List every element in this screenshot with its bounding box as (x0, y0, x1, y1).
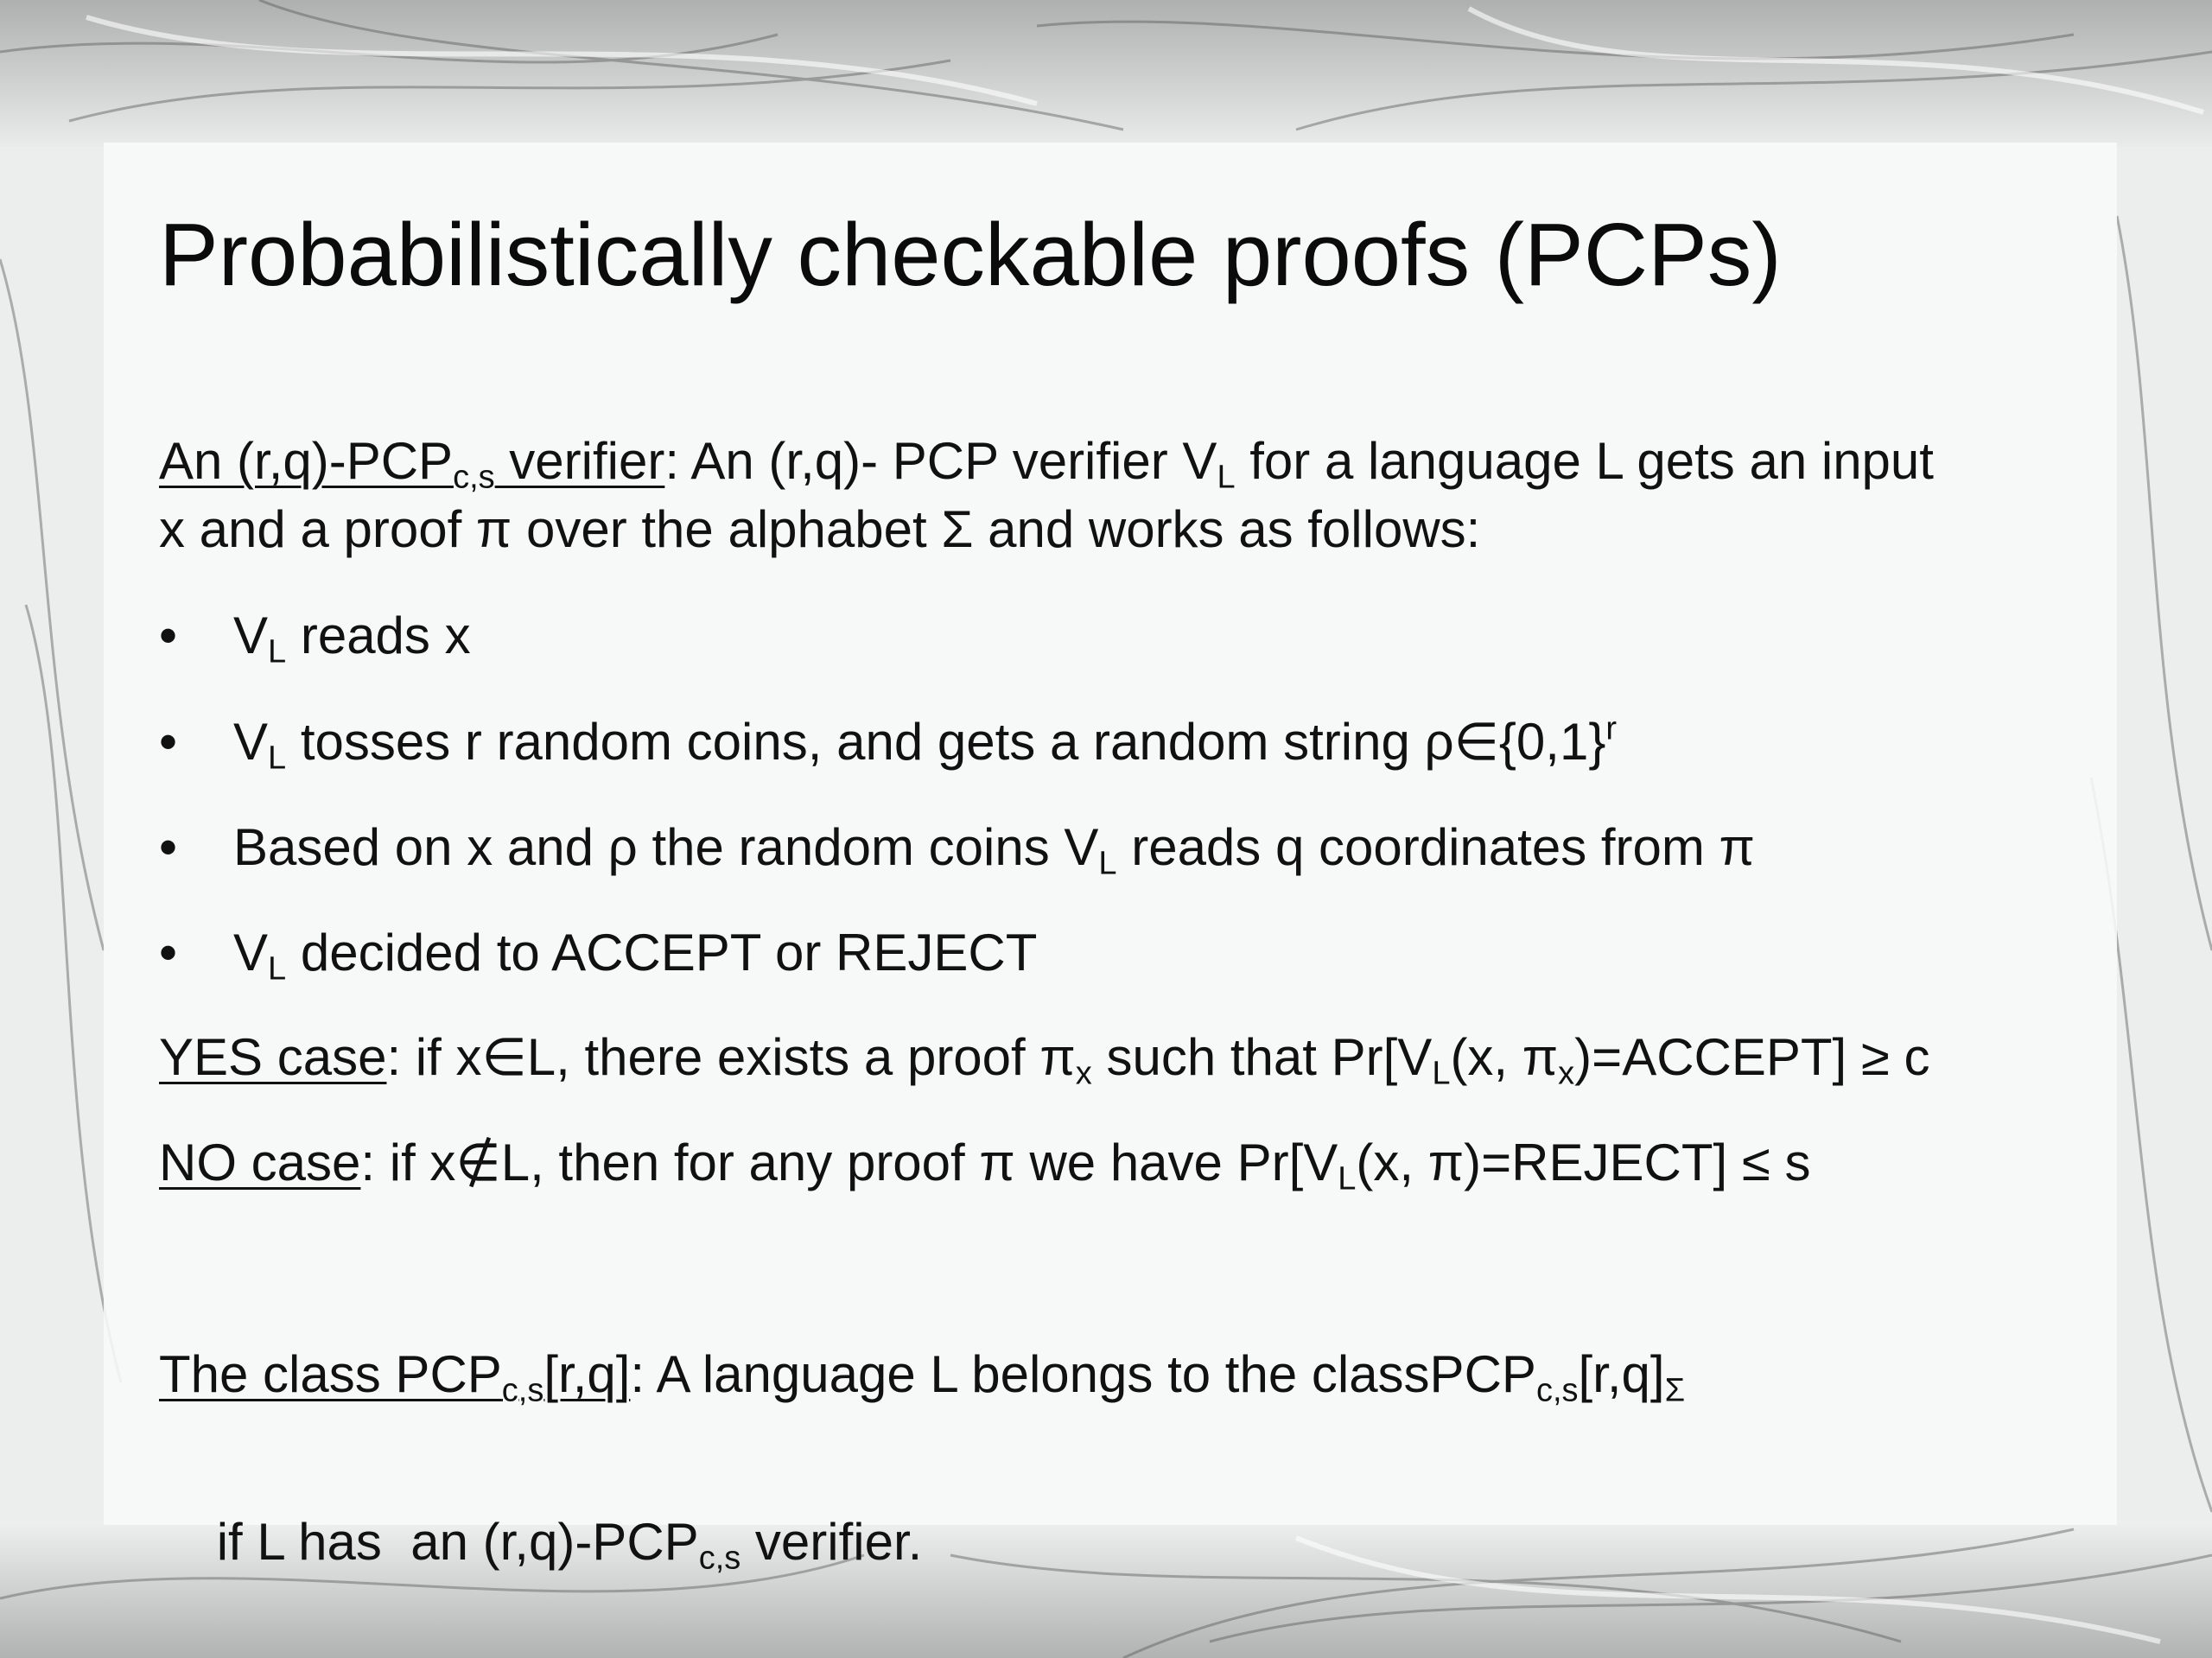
verifier-definition-line2: x and a proof π over the alphabet Σ and works as follows: (159, 500, 1481, 558)
class-text-b: [r,q] (1578, 1345, 1665, 1403)
class-line2-b: verifier. (741, 1513, 923, 1571)
yes-case-sub-L: L (1432, 1055, 1451, 1092)
verifier-term-post: verifier (494, 432, 665, 490)
class-text-a: : A language L belongs to the classPCP (630, 1345, 1536, 1403)
no-case-text-a: : if x∉L, then for any proof π we have Pr[V (360, 1134, 1338, 1191)
bullet-item (233, 922, 1038, 988)
yes-case-text-c: (x, π (1450, 1028, 1559, 1086)
verifier-sub-L: L (1217, 459, 1236, 496)
bullet-marker: • (159, 818, 178, 876)
class-sub-cs: c,s (1535, 1372, 1579, 1409)
verifier-definition-line1 (159, 430, 1934, 496)
bullet-text: reads x (286, 607, 471, 664)
class-definition-line1 (159, 1344, 1686, 1409)
no-case-text-b: (x, π)=REJECT] ≤ s (1356, 1134, 1811, 1191)
class-definition-line2 (159, 1449, 922, 1636)
class-sub-sigma: Σ (1664, 1372, 1686, 1409)
bullet-v: V (233, 607, 269, 664)
no-case-term: NO case (159, 1134, 361, 1191)
verifier-term-pre: An (r,q)-PCP (159, 432, 454, 490)
bullet-text: tosses r random coins, and gets a random string ρ∈{0,1} (286, 713, 1606, 771)
bullet-marker: • (159, 924, 178, 981)
bullet-sup: r (1605, 710, 1618, 747)
class-term-sub: c,s (501, 1372, 544, 1409)
bullet-marker: • (159, 713, 178, 771)
bullet-item (233, 816, 1755, 882)
slide-title: Probabilistically checkable proofs (PCPs) (159, 205, 1782, 304)
bullet-sub: L (268, 740, 287, 777)
bullet-v: V (233, 713, 269, 771)
bullet-pre: Based on x and ρ the random coins V (233, 818, 1099, 876)
bullet-v: V (233, 924, 269, 981)
yes-case-text-a: : if x∈L, there exists a proof π (386, 1028, 1076, 1086)
bullet-marker: • (159, 607, 178, 664)
yes-case-sub-x2: x (1558, 1055, 1575, 1092)
yes-case-line (159, 1026, 1930, 1092)
class-term-pre: The class PCP (159, 1345, 502, 1403)
bullet-sub: L (1098, 845, 1117, 882)
no-case-line (159, 1132, 1811, 1197)
yes-case-text-b: such that Pr[V (1091, 1028, 1433, 1086)
bullet-text: reads q coordinates from π (1116, 818, 1755, 876)
verifier-text-b: for a language L gets an input (1235, 432, 1934, 490)
verifier-term-sub: c,s (453, 459, 495, 496)
class-term (159, 1345, 631, 1409)
bullet-item (233, 710, 1618, 777)
yes-case-term: YES case (159, 1028, 387, 1086)
bullet-sub: L (268, 633, 287, 670)
no-case-sub-L: L (1338, 1160, 1357, 1197)
verifier-text-a: : An (r,q)- PCP verifier V (664, 432, 1217, 490)
bullet-text: decided to ACCEPT or REJECT (286, 924, 1038, 981)
yes-case-text-d: )=ACCEPT] ≥ c (1574, 1028, 1930, 1086)
class-term-post: [r,q] (543, 1345, 631, 1403)
bullet-item (233, 605, 471, 670)
class-line2-sub: c,s (698, 1540, 741, 1577)
yes-case-sub-x: x (1075, 1055, 1092, 1092)
class-line2-a: if L has an (r,q)-PCP (216, 1513, 699, 1571)
bullet-sub: L (268, 950, 287, 988)
verifier-term (159, 432, 665, 496)
